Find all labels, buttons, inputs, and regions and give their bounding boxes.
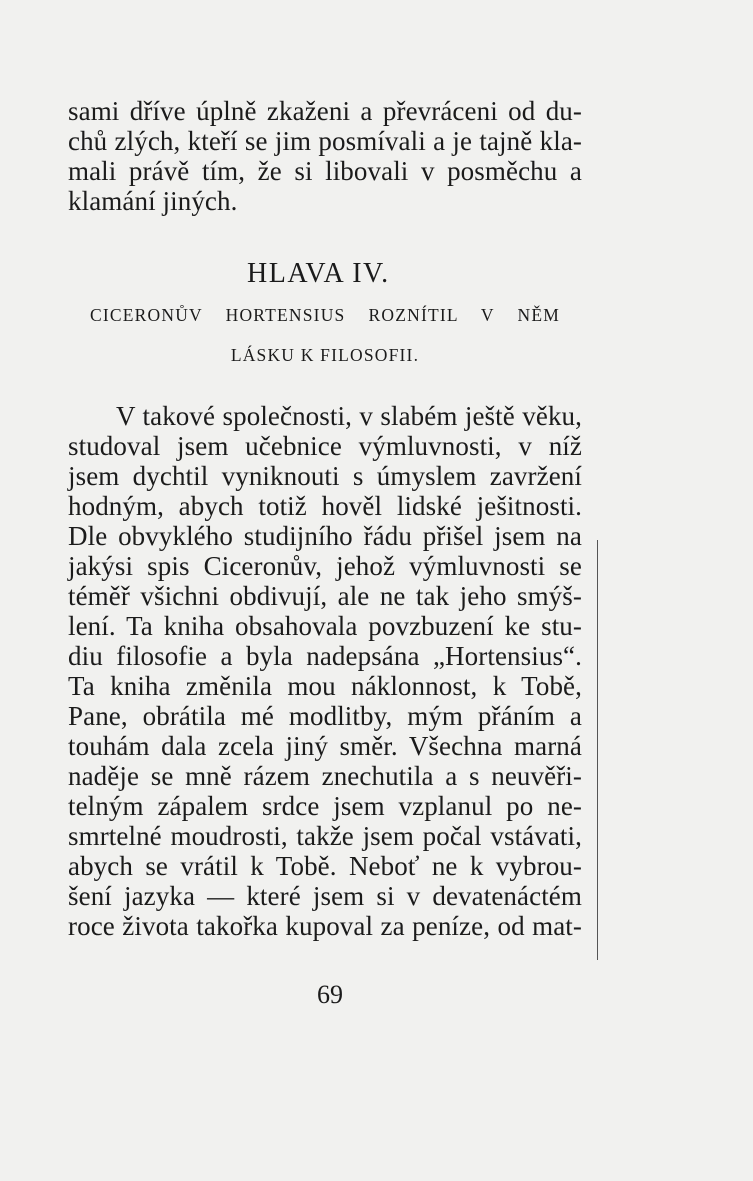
text-line: jsem dychtil vyniknouti s úmyslem zavržení — [68, 461, 582, 491]
text-line: téměř všichni obdivují, ale ne tak jeho smýš- — [68, 581, 582, 611]
text-line: Ta kniha změnila mou náklonnost, k Tobě, — [68, 671, 582, 701]
text-line: Dle obvyklého studijního řádu přišel jsem na — [68, 521, 582, 551]
text-line: telným zápalem srdce jsem vzplanul po ne- — [68, 791, 582, 821]
opening-paragraph — [68, 96, 582, 216]
text-line: chů zlých, kteří se jim posmívali a je tajně kla- — [68, 126, 582, 156]
text-line: klamání jiných. — [68, 186, 238, 216]
text-line: roce života takořka kupoval za peníze, od mat- — [68, 911, 582, 941]
chapter-title: HLAVA IV. — [247, 258, 390, 289]
text-line: lení. Ta kniha obsahovala povzbuzení ke stu- — [68, 611, 582, 641]
text-line: šení jazyka — které jsem si v devatenáctém — [68, 881, 582, 911]
text-line: mali právě tím, že si libovali v posměchu a — [68, 156, 582, 186]
text-line: hodným, abych totiž hověl lidské ješitnosti. — [68, 491, 582, 521]
text-line: sami dříve úplně zkaženi a převráceni od du- — [68, 96, 582, 126]
text-line: V takové společnosti, v slabém ještě věku, — [116, 401, 582, 431]
text-line: Pane, obrátila mé modlitby, mým přáním a — [68, 701, 582, 731]
chapter-subtitle-line-1: CICERONŮV HORTENSIUS ROZNÍTIL V NĚM — [90, 305, 560, 325]
text-line: diu filosofie a byla nadepsána „Hortensius“. — [68, 641, 582, 671]
text-line: jakýsi spis Ciceronův, jehož výmluvnosti se — [68, 551, 582, 581]
text-line: naděje se mně rázem znechutila a s neuvěři- — [68, 761, 582, 791]
chapter-subtitle-line-2: LÁSKU K FILOSOFII. — [230, 345, 420, 365]
text-line: smrtelné moudrosti, takže jsem počal vstávati, — [68, 821, 582, 851]
margin-line — [597, 540, 598, 960]
main-paragraph — [68, 401, 582, 941]
text-line: studoval jsem učebnice výmluvnosti, v níž — [68, 431, 582, 461]
text-line: touhám dala zcela jiný směr. Všechna marná — [68, 731, 582, 761]
page-number: 69 — [317, 980, 343, 1009]
text-line: abych se vrátil k Tobě. Neboť ne k vybrou- — [68, 851, 582, 881]
